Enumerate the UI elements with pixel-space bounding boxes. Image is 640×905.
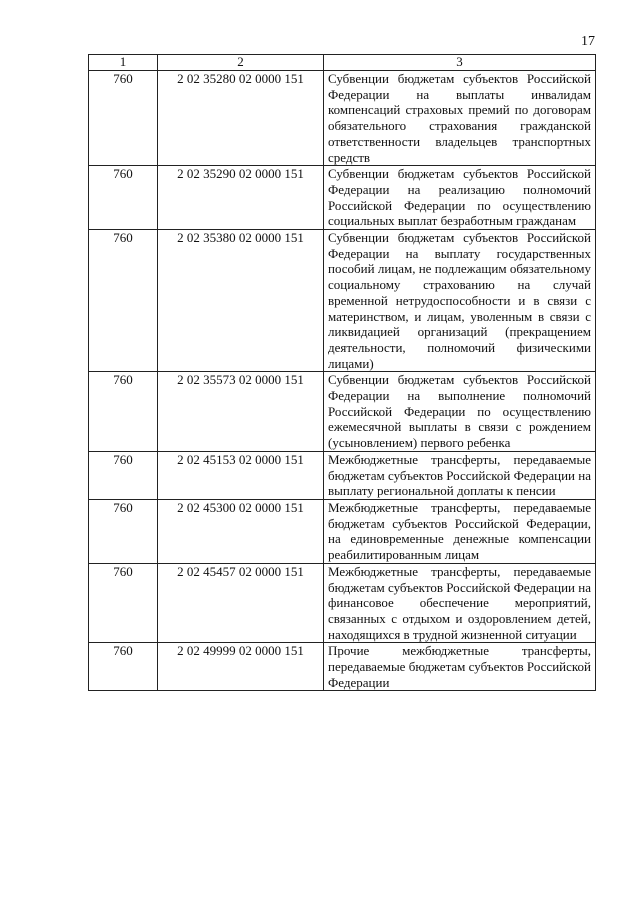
budget-code-cell: 2 02 35290 02 0000 151 <box>158 166 324 230</box>
budget-code-cell: 2 02 45153 02 0000 151 <box>158 451 324 499</box>
table-body <box>89 71 596 691</box>
revenue-name-cell: Субвенции бюджетам субъектов Российской Федерации на выплату государственных пособий лицам, не подлежащим обязательному социальному страхованию на случай временной нетрудоспособности и в связи с материнством, и лицам, уволенным в связи с ликвидацией организаций (прекращением деятельности, полномочий физическими лицами) <box>324 230 596 372</box>
budget-code-cell: 2 02 35280 02 0000 151 <box>158 71 324 166</box>
budget-code-cell: 2 02 49999 02 0000 151 <box>158 643 324 691</box>
revenue-name-cell: Межбюджетные трансферты, передаваемые бюджетам субъектов Российской Федерации на финансовое обеспечение мероприятий, связанных с отдыхом и оздоровлением детей, находящихся в трудной жизненной ситуации <box>324 563 596 643</box>
revenue-name-cell: Субвенции бюджетам субъектов Российской Федерации на реализацию полномочий Российской Федерации по осуществлению социальных выплат безработным гражданам <box>324 166 596 230</box>
table-row <box>89 230 596 372</box>
admin-code-cell: 760 <box>89 643 158 691</box>
table-header <box>89 55 596 71</box>
page-number: 17 <box>581 34 595 49</box>
admin-code-cell: 760 <box>89 451 158 499</box>
budget-code-cell: 2 02 35380 02 0000 151 <box>158 230 324 372</box>
table-row <box>89 166 596 230</box>
revenue-name-cell: Субвенции бюджетам субъектов Российской Федерации на выплаты инвалидам компенсаций страховых премий по договорам обязательного страхования гражданской ответственности владельцев транспортных средств <box>324 71 596 166</box>
table-row <box>89 563 596 643</box>
table-row <box>89 451 596 499</box>
table-row <box>89 372 596 452</box>
budget-code-cell: 2 02 45457 02 0000 151 <box>158 563 324 643</box>
column-header-3: 3 <box>324 55 596 71</box>
admin-code-cell: 760 <box>89 499 158 563</box>
admin-code-cell: 760 <box>89 372 158 452</box>
admin-code-cell: 760 <box>89 166 158 230</box>
column-header-1: 1 <box>89 55 158 71</box>
header-row <box>89 55 596 71</box>
table-row <box>89 71 596 166</box>
column-header-2: 2 <box>158 55 324 71</box>
revenue-name-cell: Субвенции бюджетам субъектов Российской Федерации на выполнение полномочий Российской Федерации по осуществлению ежемесячной выплаты в связи с рождением (усыновлением) первого ребенка <box>324 372 596 452</box>
budget-code-cell: 2 02 35573 02 0000 151 <box>158 372 324 452</box>
admin-code-cell: 760 <box>89 71 158 166</box>
table-row <box>89 499 596 563</box>
budget-code-cell: 2 02 45300 02 0000 151 <box>158 499 324 563</box>
admin-code-cell: 760 <box>89 563 158 643</box>
admin-code-cell: 760 <box>89 230 158 372</box>
revenue-name-cell: Прочие межбюджетные трансферты, передаваемые бюджетам субъектов Российской Федерации <box>324 643 596 691</box>
revenue-name-cell: Межбюджетные трансферты, передаваемые бюджетам субъектов Российской Федерации на выплату региональной доплаты к пенсии <box>324 451 596 499</box>
budget-classification-table <box>88 54 596 691</box>
table-row <box>89 643 596 691</box>
revenue-name-cell: Межбюджетные трансферты, передаваемые бюджетам субъектов Российской Федерации, на единовременные денежные компенсации реабилитированным лицам <box>324 499 596 563</box>
